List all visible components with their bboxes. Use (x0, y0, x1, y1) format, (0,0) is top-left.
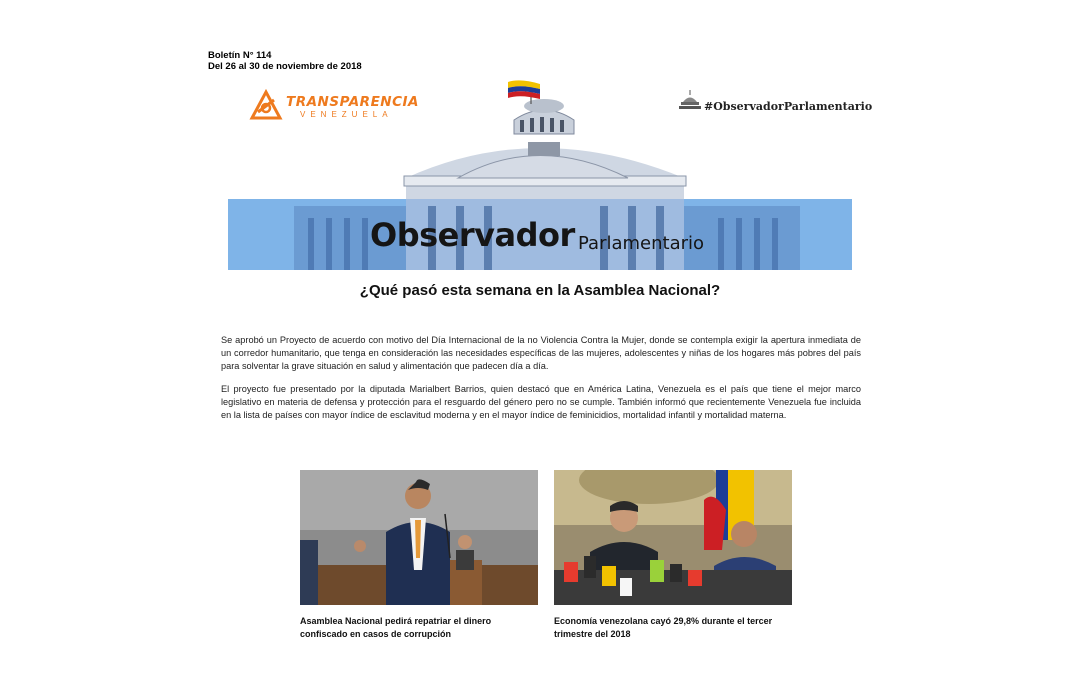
news-card-1[interactable] (300, 470, 538, 640)
banner-title: Observador (370, 216, 575, 254)
bulletin-info (208, 50, 362, 72)
paragraph-2: El proyecto fue presentado por la diputada Marialbert Barrios, quien destacó que en América Latina, Venezuela es el país que tiene el mejor marco legislativo en materia de defensa y protección para el resguardo del género pero no se cumple. También informó que recientemente Venezuela fue incluida en la lista de países con mayor índice de esclavitud moderna y en el mayor índice de feminicidios, mortalidad infantil y mortalidad materna. (221, 384, 861, 421)
bulletin-dates: Del 26 al 30 de noviembre de 2018 (208, 61, 362, 72)
section-heading: ¿Qué pasó esta semana en la Asamblea Nacional? (359, 282, 721, 299)
news-caption-1: Asamblea Nacional pedirá repatriar el dinero confiscado en casos de corrupción (300, 616, 492, 639)
hashtag: #ObservadorParlamentario (704, 100, 873, 113)
capitol-dome-icon (678, 90, 702, 112)
news-card-2[interactable] (554, 470, 792, 640)
logo-subtitle: VENEZUELA (300, 110, 393, 119)
news-photo-2 (554, 470, 792, 605)
logo-name: TRANSPARENCIA (286, 94, 419, 110)
bulletin-number: Boletín N° 114 (208, 50, 272, 61)
news-caption-2: Economía venezolana cayó 29,8% durante el tercer trimestre del 2018 (554, 616, 773, 639)
paragraph-1: Se aprobó un Proyecto de acuerdo con motivo del Día Internacional de la no Violencia Contra la Mujer, donde se contempla exigir la apertura inmediata de un corredor humanitario, que tenga en consideración las necesidades específicas de las mujeres, adolescentes y niñas de los hogares más pobres del país para solventar la grave situación en salud y alimentación que padecen día a día. (221, 335, 861, 372)
news-photo-1 (300, 470, 538, 605)
banner-subtitle: Parlamentario (578, 233, 705, 254)
